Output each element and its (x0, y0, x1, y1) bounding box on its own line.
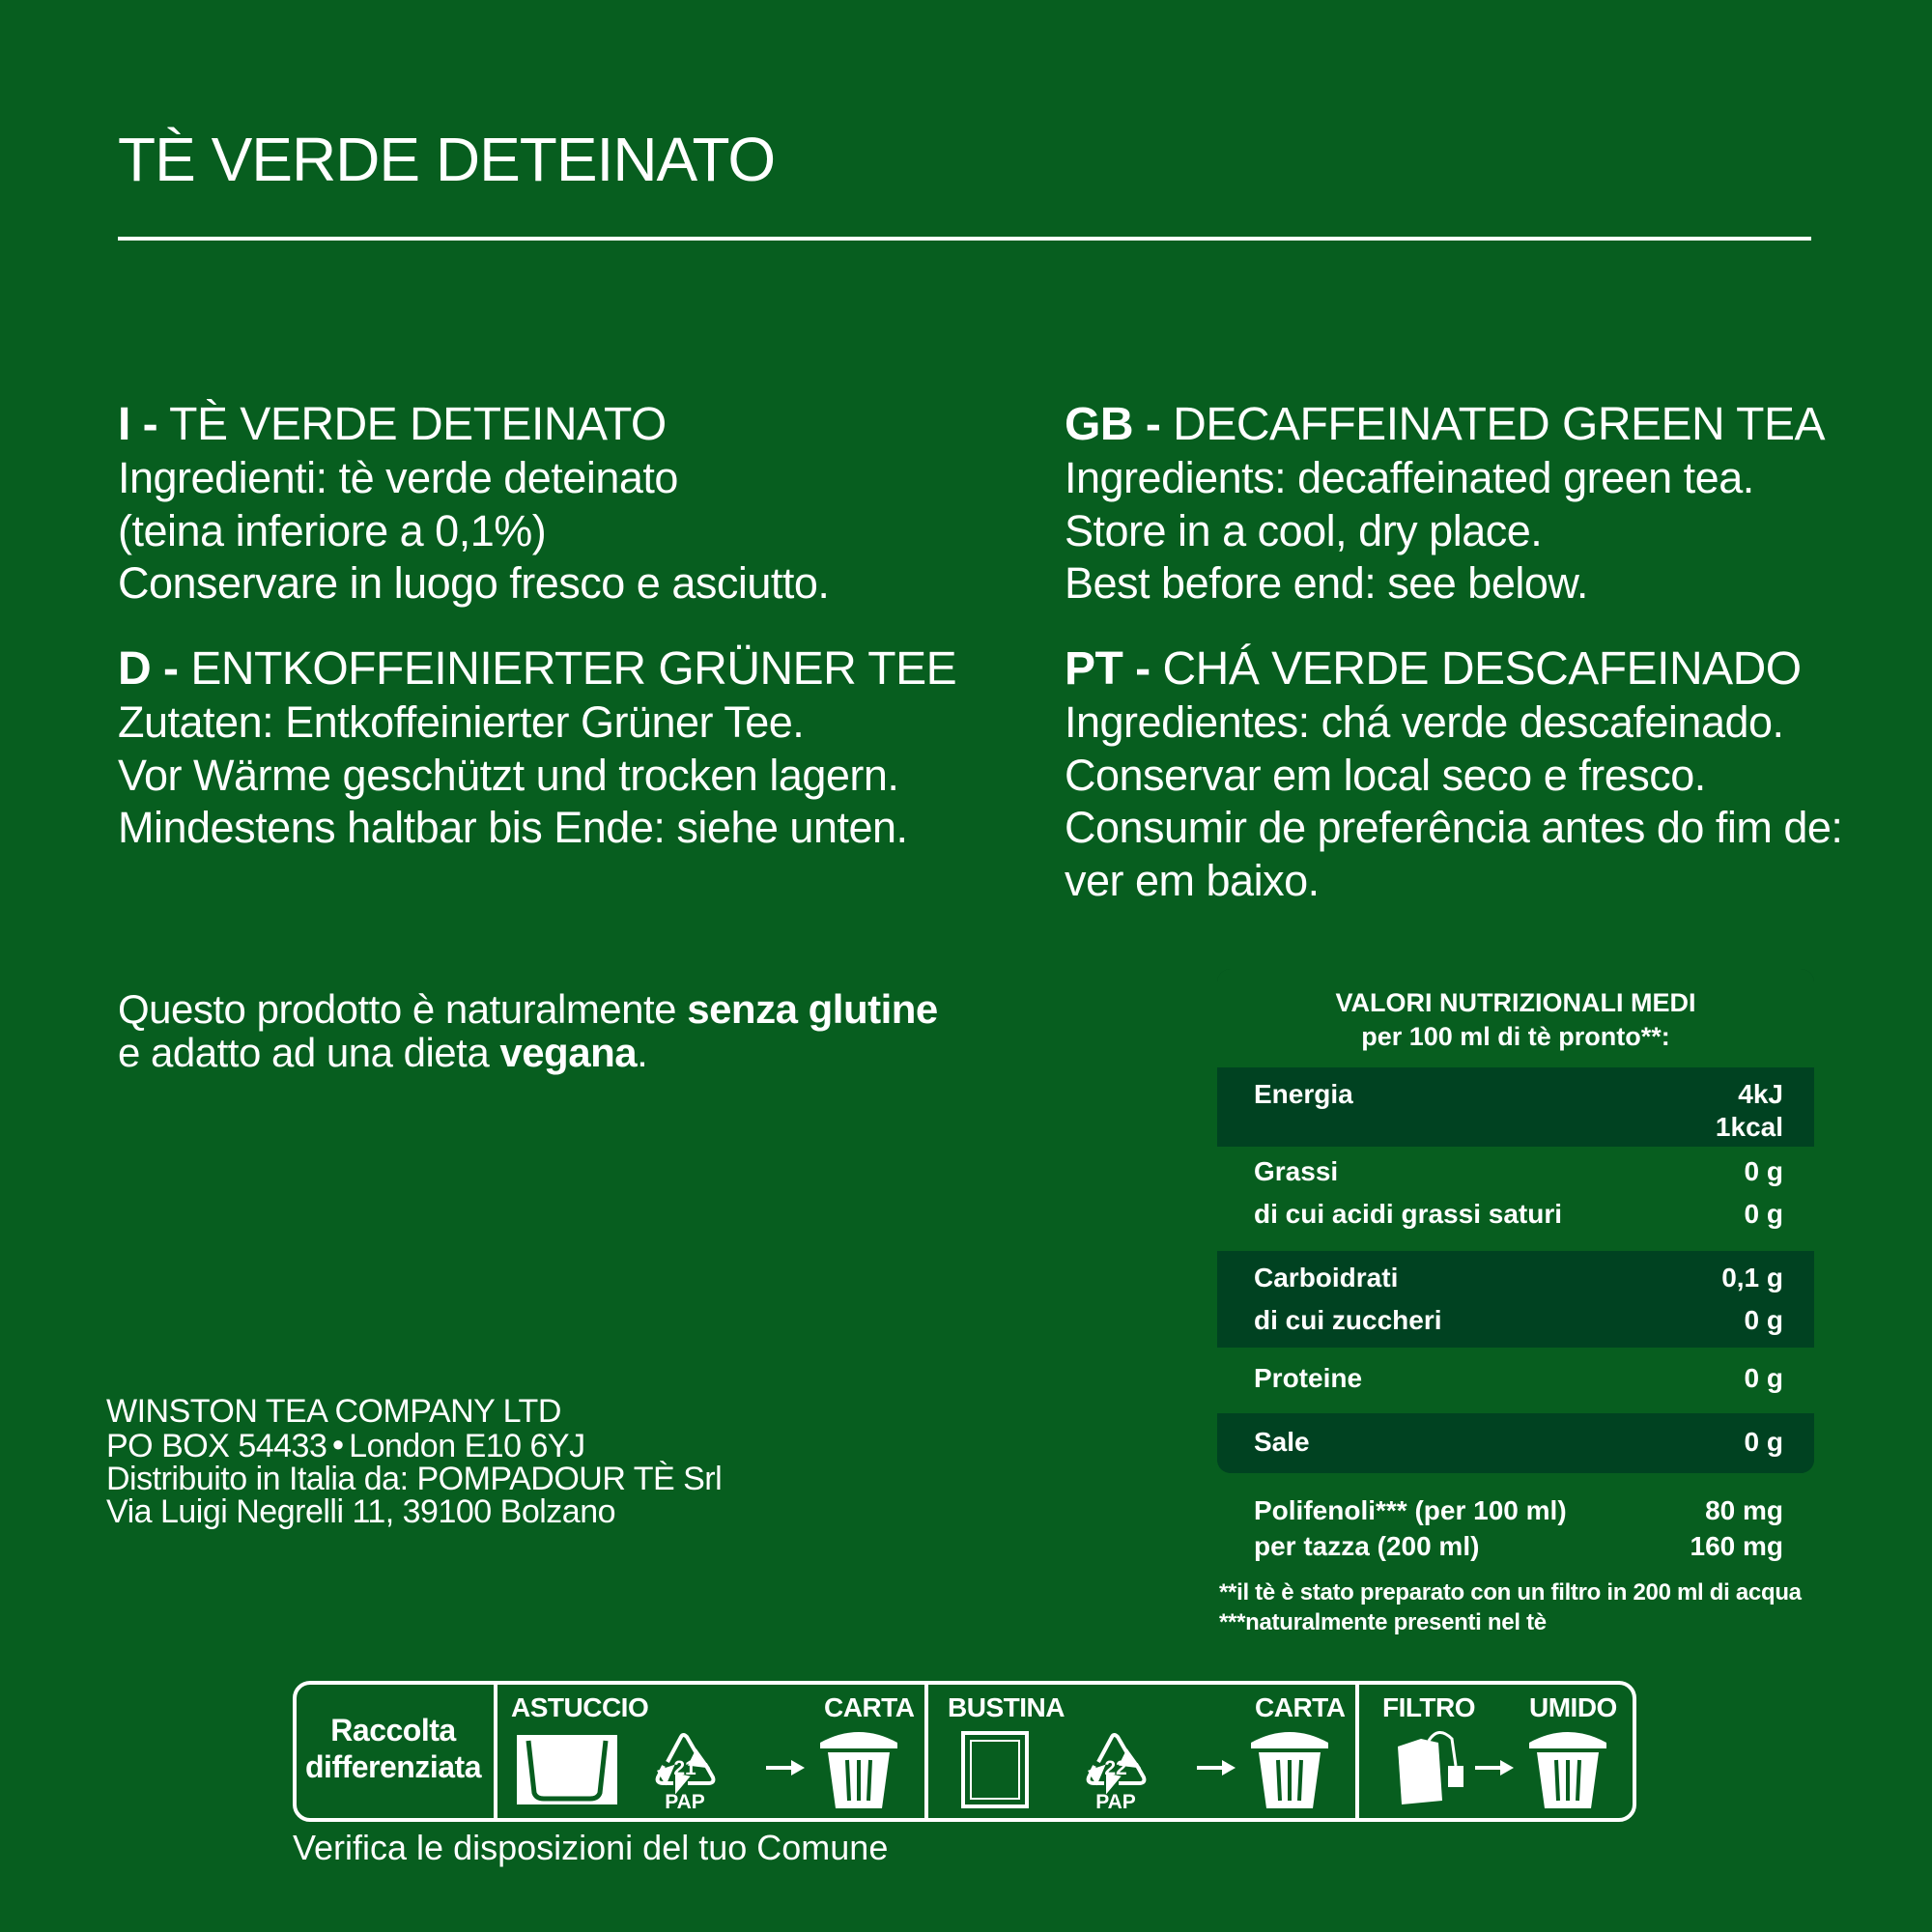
lang-heading-text: CHÁ VERDE DESCAFEINADO (1162, 643, 1802, 695)
dietary-text: . (637, 1030, 648, 1075)
nutrition-row-salt (1217, 1413, 1814, 1473)
nutrient-value: 1kcal (1715, 1112, 1783, 1142)
umido-label: UMIDO (1529, 1692, 1617, 1722)
lang-block-gb (1065, 398, 1825, 611)
dietary-bold: senza glutine (687, 986, 938, 1032)
nutrient-label: Proteine (1254, 1363, 1363, 1393)
nutrient-label: Energia (1254, 1079, 1353, 1109)
recycle-material: PAP (665, 1791, 705, 1813)
lang-heading-pt (1065, 642, 1842, 696)
dietary-bold: vegana (499, 1030, 638, 1075)
poly-label: Polifenoli*** (per 100 ml) (1254, 1495, 1567, 1525)
nutrition-title: VALORI NUTRIZIONALI MEDI (1335, 988, 1696, 1017)
lang-heading-text: DECAFFEINATED GREEN TEA (1173, 399, 1825, 450)
dietary-statement (118, 987, 938, 1074)
nutrient-value: 0 g (1744, 1199, 1783, 1229)
nutrient-label: Carboidrati (1254, 1263, 1399, 1293)
recycling-icons (297, 1685, 1633, 1818)
verify-notice: Verifica le disposizioni del tuo Comune (293, 1828, 889, 1867)
nutrition-row-protein (1217, 1348, 1814, 1413)
lang-code: PT - (1065, 643, 1151, 695)
lang-block-it (118, 398, 829, 611)
lang-line: Zutaten: Entkoffeinierter Grüner Tee. (118, 697, 805, 747)
lang-block-de (118, 642, 956, 855)
poly-value: 160 mg (1690, 1531, 1783, 1561)
bin-icon (1529, 1732, 1606, 1808)
nutrient-value: 0 g (1744, 1305, 1783, 1335)
tea-bag-icon (1398, 1732, 1463, 1804)
carta-label: CARTA (824, 1692, 915, 1722)
lang-heading-text: ENTKOFFEINIERTER GRÜNER TEE (190, 643, 957, 695)
bullet-icon: ● (331, 1432, 345, 1456)
title-divider (118, 237, 1811, 241)
lang-line: Conservar em local seco e fresco. (1065, 750, 1706, 800)
nutrition-header (1217, 969, 1814, 1067)
recycling-panel (293, 1681, 1636, 1822)
nutrient-value: 0 g (1744, 1363, 1783, 1393)
astuccio-label: ASTUCCIO (511, 1692, 649, 1722)
nutrient-value: 0 g (1744, 1427, 1783, 1457)
lang-line: Ingredienti: tè verde deteinato (118, 453, 678, 502)
lang-code: I - (118, 399, 158, 450)
city: London E10 6YJ (349, 1428, 585, 1464)
po-box: PO BOX 54433 (106, 1428, 327, 1464)
distributor-address: Via Luigi Negrelli 11, 39100 Bolzano (106, 1493, 616, 1530)
nutrient-value: 4kJ (1738, 1079, 1783, 1109)
recycle-code: 21 (673, 1757, 696, 1779)
distributor: Distribuito in Italia da: POMPADOUR TÈ Srl (106, 1461, 723, 1497)
recycling-title-line: differenziata (305, 1749, 481, 1784)
sachet-icon (963, 1733, 1027, 1806)
nutrient-label: Sale (1254, 1427, 1310, 1457)
nutrient-value: 0,1 g (1721, 1263, 1783, 1293)
bustina-label: BUSTINA (948, 1692, 1065, 1722)
lang-code: D - (118, 643, 179, 695)
carta-label: CARTA (1255, 1692, 1346, 1722)
nutrition-row-fat (1217, 1147, 1814, 1251)
recycle-material: PAP (1095, 1791, 1136, 1813)
lang-line: Best before end: see below. (1065, 558, 1588, 608)
lang-line: Store in a cool, dry place. (1065, 505, 1543, 555)
footnote: **il tè è stato preparato con un filtro in 200 ml di acqua (1219, 1579, 1802, 1605)
lang-heading-gb (1065, 398, 1825, 452)
nutrient-label: Grassi (1254, 1156, 1339, 1186)
nutrient-value: 0 g (1744, 1156, 1783, 1186)
nutrition-row-carb (1217, 1251, 1814, 1348)
lang-block-pt (1065, 642, 1842, 907)
lang-line: Mindestens haltbar bis Ende: siehe unten. (118, 803, 908, 852)
arrow-right-icon (1475, 1760, 1514, 1776)
bin-icon (820, 1732, 897, 1808)
lang-line: Ingredients: decaffeinated green tea. (1065, 453, 1754, 502)
lang-heading-it (118, 398, 829, 452)
nutrition-table (1217, 969, 1814, 1473)
nutrition-row-energy (1217, 1067, 1814, 1147)
lang-line: (teina inferiore a 0,1%) (118, 505, 547, 555)
lang-code: GB - (1065, 399, 1161, 450)
lang-heading-de (118, 642, 956, 696)
lang-line: Consumir de preferência antes do fim de: (1065, 803, 1843, 852)
nutrition-subtitle: per 100 ml di tè pronto**: (1361, 1022, 1670, 1051)
lang-line: Conservare in luogo fresco e asciutto. (118, 558, 830, 608)
poly-label: per tazza (200 ml) (1254, 1531, 1480, 1561)
lang-line: ver em baixo. (1065, 855, 1320, 905)
recycling-title-line: Raccolta (330, 1713, 456, 1747)
lang-heading-text: TÈ VERDE DETEINATO (169, 399, 667, 450)
company-name: WINSTON TEA COMPANY LTD (106, 1393, 561, 1430)
arrow-right-icon (766, 1760, 805, 1776)
poly-value: 80 mg (1705, 1495, 1783, 1525)
lang-line: Vor Wärme geschützt und trocken lagern. (118, 750, 899, 800)
polyphenols (1254, 1492, 1783, 1564)
lang-line: Ingredientes: chá verde descafeinado. (1065, 697, 1784, 747)
nutrient-label: di cui acidi grassi saturi (1254, 1199, 1563, 1229)
dietary-text: Questo prodotto è naturalmente (118, 986, 688, 1032)
bin-icon (1251, 1732, 1328, 1808)
page-title: TÈ VERDE DETEINATO (118, 125, 776, 194)
dietary-text: e adatto ad una dieta (118, 1030, 500, 1075)
recycle-code: 22 (1104, 1757, 1127, 1779)
footnote: ***naturalmente presenti nel tè (1219, 1609, 1547, 1635)
box-icon (517, 1735, 617, 1804)
footnotes (1219, 1577, 1802, 1637)
filtro-label: FILTRO (1382, 1692, 1476, 1722)
nutrient-label: di cui zuccheri (1254, 1305, 1442, 1335)
company-address (106, 1395, 722, 1528)
arrow-right-icon (1197, 1760, 1236, 1776)
